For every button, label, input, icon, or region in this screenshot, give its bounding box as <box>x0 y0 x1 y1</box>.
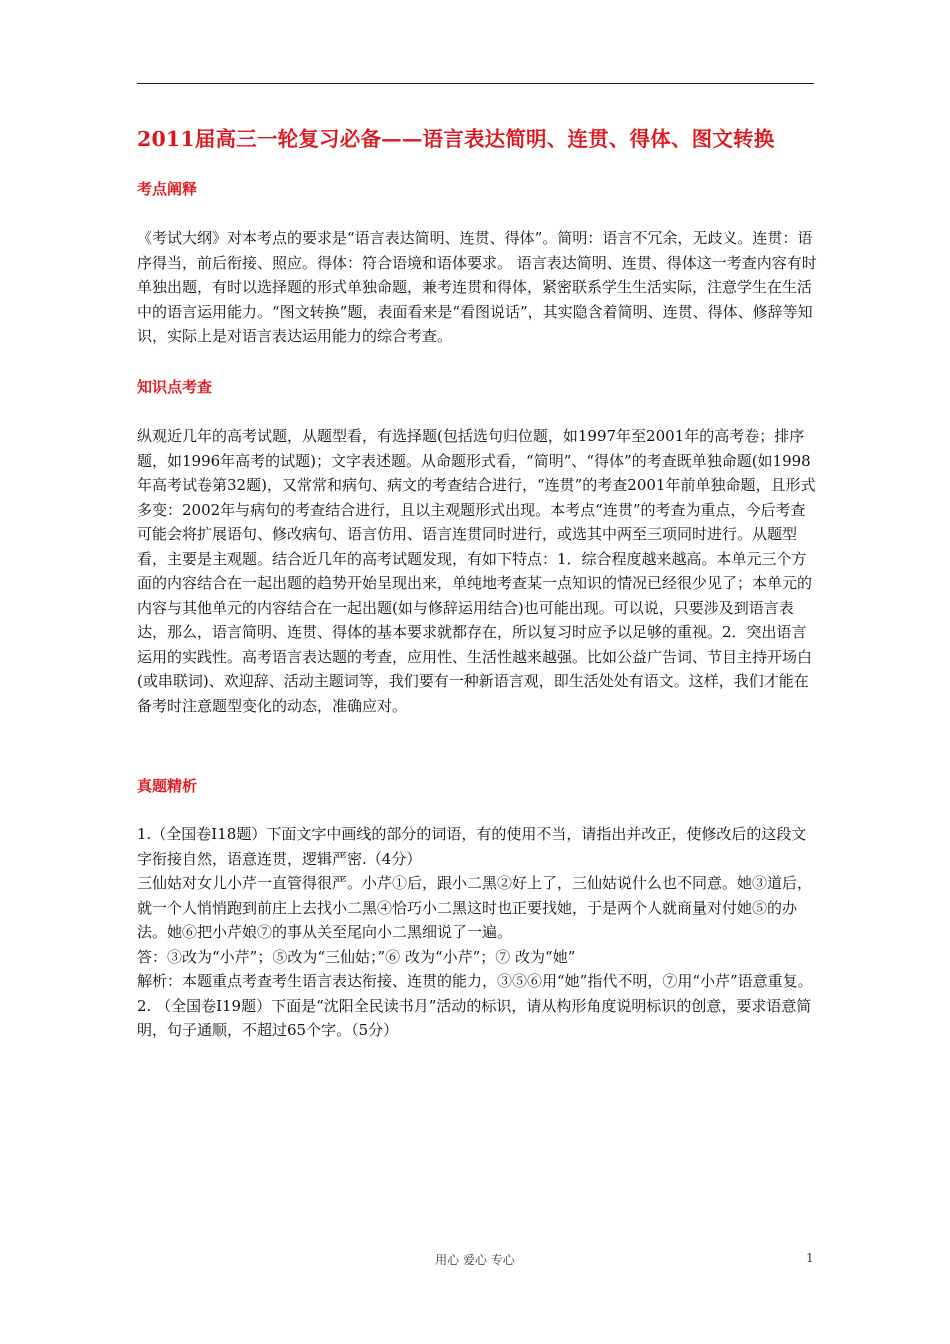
footer-motto: 用心 爱心 专心 <box>435 1253 515 1267</box>
section-heading-zhishidian: 知识点考查 <box>137 378 213 396</box>
section-body-zhenti <box>137 822 817 1043</box>
question-1-analysis: 解析：本题重点考查考生语言表达衔接、连贯的能力，③⑤⑥用“她”指代不明，⑦用“小芹”语意重复。 <box>137 972 813 990</box>
question-1-passage: 三仙姑对女儿小芹一直管得很严。小芹①后，跟小二黑②好上了，三仙姑说什么也不同意。她③道后，就一个人悄悄跑到前庄上去找小二黑④恰巧小二黑这时也正要找她，于是两个人就商量对付她⑤的办法。她⑥把小芹娘⑦的事从关至尾向小二黑细说了一遍。 <box>137 874 813 941</box>
question-2: 2. （全国卷Ⅰ19题）下面是“沈阳全民读书月”活动的标识，请从构形角度说明标识的创意，要求语意简明，句子通顺，不超过65个字。（5分） <box>137 996 812 1039</box>
section-body-kaodian <box>137 226 817 349</box>
section-heading-zhenti: 真题精析 <box>137 777 198 795</box>
page-number: 1 <box>806 1251 814 1265</box>
question-1: 1.（全国卷Ⅰ18题）下面文字中画线的部分的词语，有的使用不当，请指出并改正，使修改后的这段文字衔接自然，语意连贯，逻辑严密.（4分） <box>137 825 807 868</box>
question-1-answer: 答：③改为“小芹”；⑤改为“三仙姑；”⑥ 改为“小芹”；⑦ 改为“她” <box>137 947 576 966</box>
paragraph: 纵观近几年的高考试题，从题型看，有选择题(包括选句归位题，如1997年至2001年的高考卷；排序题，如1996年高考的试题)；文字表述题。从命题形式看，“简明”、“得体”的考查既单独命题(如1998年高考试卷第32题)，又常常和病句、病文的考查结合进行，“连贯”的考查2001年前单独命题，且形式多变：2002年与病句的考查结合进行，且以主观题形式出现。本考点“连贯”的考查为重点，今后考查可能会将扩展语句、修改病句、语言仿用、语言连贯同时进行，或选其中两至三项同时进行。从题型看，主要是主观题。结合近几年的高考试题发现，有如下特点：1．综合程度越来越高。本单元三个方面的内容结合在一起出题的趋势开始呈现出来，单纯地考查某一点知识的情况已经很少见了；本单元的内容与其他单元的内容结合在一起出题(如与修辞运用结合)也可能出现。可以说，只要涉及到语言表达，那么，语言简明、连贯、得体的基本要求就都存在，所以复习时应予以足够的重视。2．突出语言运用的实践性。高考语言表达题的考查，应用性、生活性越来越强。比如公益广告词、节目主持开场白(或串联词)、欢迎辞、活动主题词等，我们要有一种新语言观，即生活处处有语文。这样，我们才能在备考时注意题型变化的动态，准确应对。 <box>137 427 816 715</box>
page-title: 2011届高三一轮复习必备——语言表达简明、连贯、得体、图文转换 <box>137 127 775 151</box>
section-heading-kaodian: 考点阐释 <box>137 180 198 198</box>
section-body-zhishidian <box>137 424 817 718</box>
paragraph: 《考试大纲》对本考点的要求是“语言表达简明、连贯、得体”。简明：语言不冗余，无歧义。连贯：语序得当，前后衔接、照应。得体：符合语境和语体要求。 语言表达简明、连贯、得体这一考查内容有时单独出题，有时以选择题的形式单独命题，兼考连贯和得体，紧密联系学生生活实际，注意学生在生活中的语言运用能力。“图文转换”题，表面看来是“看图说话”，其实隐含着简明、连贯、得体、修辞等知识，实际上是对语言表达运用能力的综合考查。 <box>137 229 817 345</box>
header-rule <box>137 83 814 84</box>
